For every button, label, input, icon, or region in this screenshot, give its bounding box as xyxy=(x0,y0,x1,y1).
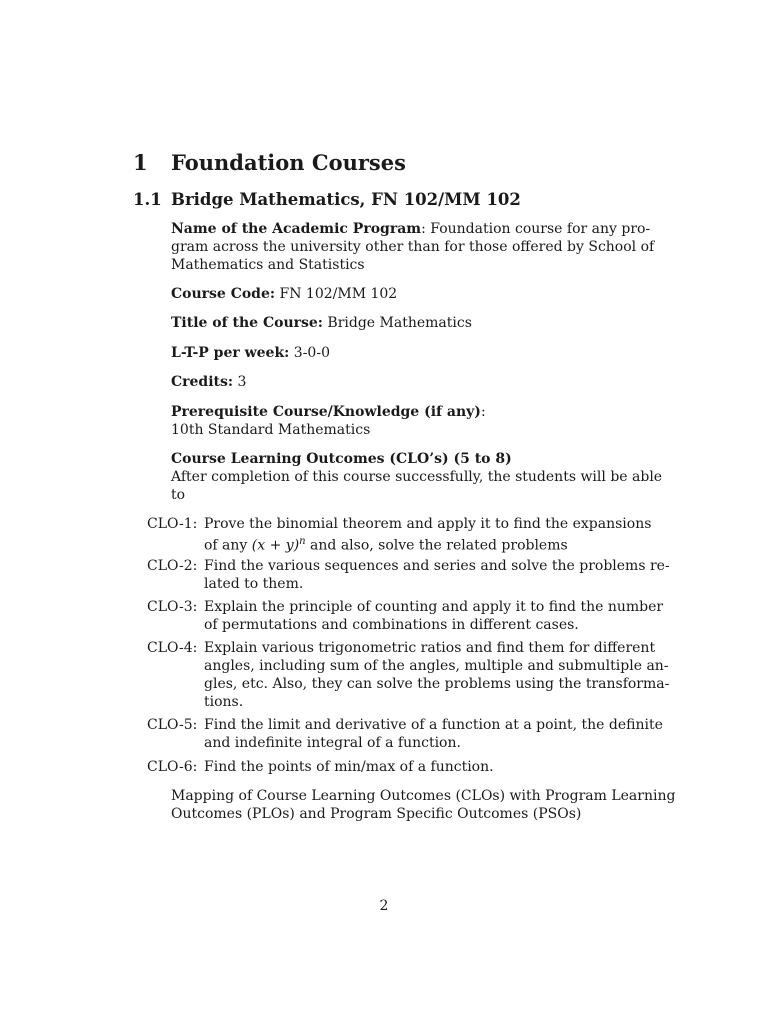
clo-tag: CLO-4: xyxy=(147,640,198,656)
mapping-line1: Mapping of Course Learning Outcomes (CLOs) with Program Learning xyxy=(171,788,676,804)
clo-line: Explain the principle of counting and apply it to find the number xyxy=(204,599,664,615)
clo-line-math xyxy=(204,533,635,555)
ltp-paragraph xyxy=(171,344,635,362)
course-title-paragraph xyxy=(171,314,635,332)
prereq-value: 10th Standard Mathematics xyxy=(171,422,371,438)
clo-heading-paragraph xyxy=(171,450,663,504)
clo-math-pre: of any xyxy=(204,537,252,554)
section-number: 1 xyxy=(133,150,148,175)
program-label: Name of the Academic Program xyxy=(171,221,422,237)
clo-line: Find the various sequences and series and solve the problems re- xyxy=(204,558,670,574)
page-number: 2 xyxy=(379,898,389,914)
clo-line: Explain various trigonometric ratios and find them for different xyxy=(204,640,656,656)
course-code-value: FN 102/MM 102 xyxy=(279,286,398,302)
clo-tag: CLO-1: xyxy=(147,516,198,532)
prereq-label: Prerequisite Course/Knowledge (if any) xyxy=(171,404,481,420)
clo-item-5 xyxy=(147,716,663,752)
prereq-colon: : xyxy=(480,404,486,420)
clo-line: Find the limit and derivative of a function at a point, the definite xyxy=(204,717,663,733)
clo-item-4 xyxy=(147,639,670,711)
clo-line: lated to them. xyxy=(204,576,304,592)
clo-heading-line1: After completion of this course successfully, the students will be able xyxy=(171,469,663,485)
clo-line: gles, etc. Also, they can solve the problems using the transforma- xyxy=(204,676,670,692)
program-line1: : Foundation course for any pro- xyxy=(421,221,651,237)
mapping-line2: Outcomes (PLOs) and Program Specific Outcomes (PSOs) xyxy=(171,806,582,822)
clo-item-3 xyxy=(147,598,664,634)
course-code-label: Course Code: xyxy=(171,286,276,302)
credits-value: 3 xyxy=(237,374,247,390)
clo-line: Find the points of min/max of a function. xyxy=(204,759,494,775)
section-title: Foundation Courses xyxy=(171,150,406,175)
clo-line: Prove the binomial theorem and apply it to find the expansions xyxy=(204,516,652,532)
section-heading xyxy=(133,150,406,175)
mapping-paragraph xyxy=(171,787,676,823)
clo-heading-line2: to xyxy=(171,487,186,503)
subsection-title: Bridge Mathematics, FN 102/MM 102 xyxy=(171,190,521,209)
program-line2: gram across the university other than for those offered by School of xyxy=(171,239,655,255)
clo-tag: CLO-5: xyxy=(147,717,198,733)
clo-line: tions. xyxy=(204,694,244,710)
clo-math-expr: (x + y) xyxy=(251,537,300,554)
clo-item-6 xyxy=(147,758,635,776)
course-title-label: Title of the Course: xyxy=(171,315,323,331)
credits-label: Credits: xyxy=(171,374,234,390)
clo-math-post: and also, solve the related problems xyxy=(305,537,568,554)
clo-line: of permutations and combinations in different cases. xyxy=(204,617,579,633)
program-line3: Mathematics and Statistics xyxy=(171,257,365,273)
subsection-heading xyxy=(133,190,521,209)
clo-line: and indefinite integral of a function. xyxy=(204,735,461,751)
course-title-value: Bridge Mathematics xyxy=(327,315,472,331)
clo-tag: CLO-6: xyxy=(147,759,198,775)
clo-line: angles, including sum of the angles, multiple and submultiple an- xyxy=(204,658,669,674)
clo-item-2 xyxy=(147,557,670,593)
clo-item-1 xyxy=(147,515,652,555)
clo-tag: CLO-3: xyxy=(147,599,198,615)
prereq-paragraph xyxy=(171,403,635,439)
clo-tag: CLO-2: xyxy=(147,558,198,574)
subsection-number: 1.1 xyxy=(133,190,162,209)
clo-math-sup: n xyxy=(299,536,306,547)
credits-paragraph xyxy=(171,373,635,391)
course-code-paragraph xyxy=(171,285,635,303)
ltp-value: 3-0-0 xyxy=(293,345,330,361)
clo-heading-label: Course Learning Outcomes (CLO’s) (5 to 8) xyxy=(171,451,512,467)
program-paragraph xyxy=(171,220,655,274)
ltp-label: L-T-P per week: xyxy=(171,345,290,361)
